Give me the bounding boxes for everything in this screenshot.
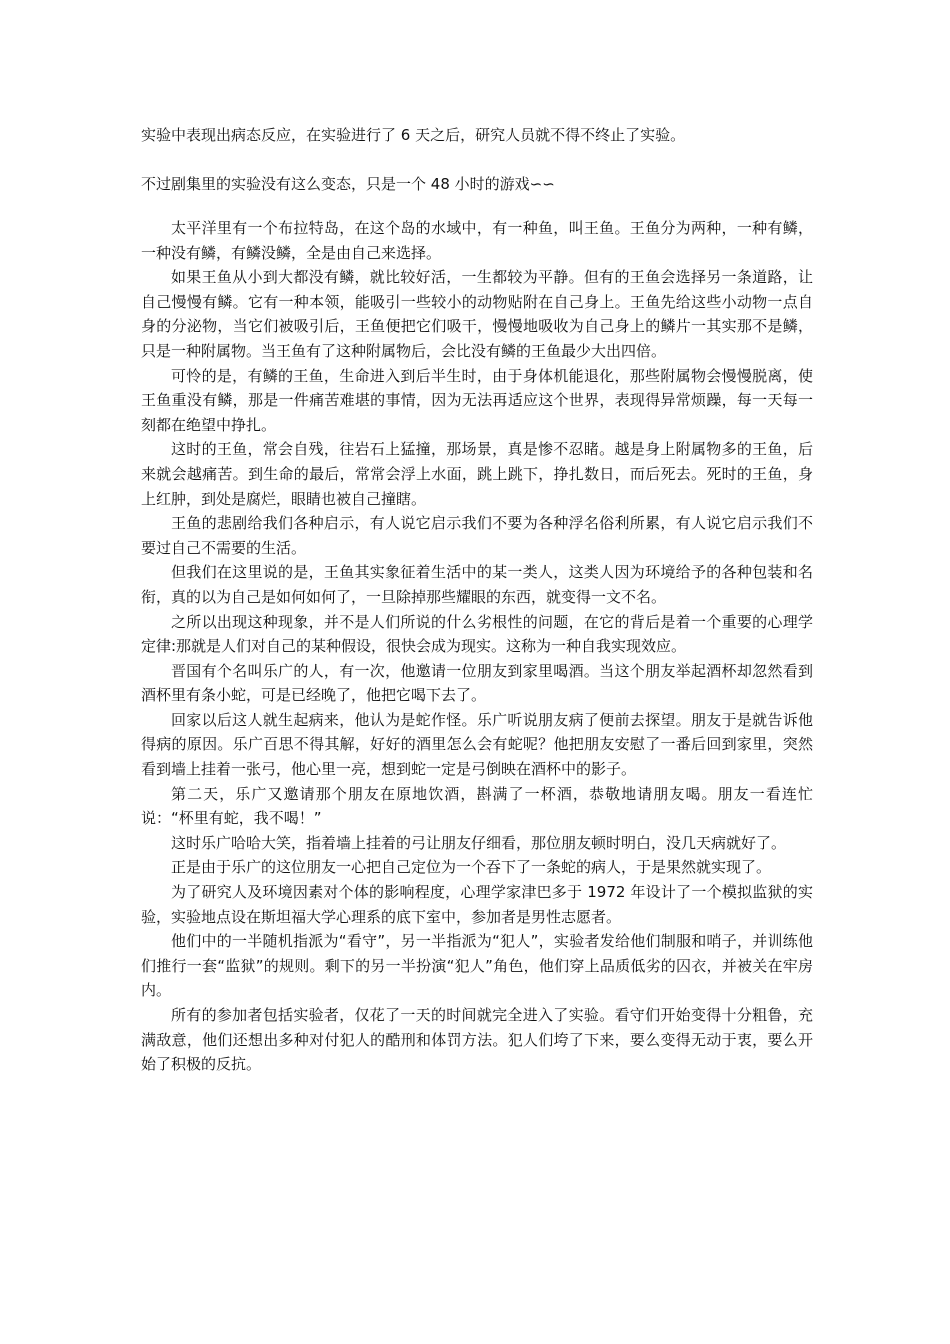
intro-line: 不过剧集里的实验没有这么变态，只是一个 48 小时的游戏∽∽: [141, 175, 555, 193]
paragraph: 这时乐广哈哈大笑，指着墙上挂着的弓让朋友仔细看，那位朋友顿时明白，没几天病就好了。: [171, 833, 787, 852]
paragraph: 王鱼的悲剧给我们各种启示，有人说它启示我们不要为各种浮名俗利所累，有人说它启示我们不要过自己不需要的生活。: [141, 514, 813, 557]
paragraph: 他们中的一半随机指派为“看守”，另一半指派为“犯人”，实验者发给他们制服和哨子，并训练他们推行一套“监狱”的规则。剩下的另一半扮演“犯人”角色，他们穿上品质低劣的囚衣，并被关在牢房内。: [141, 932, 813, 1000]
paragraph: 太平洋里有一个布拉特岛，在这个岛的水域中，有一种鱼，叫王鱼。王鱼分为两种，一种有鳞，一种没有鳞，有鳞没鳞，全是由自己来选择。: [141, 219, 813, 262]
paragraph: 回家以后这人就生起病来，他认为是蛇作怪。乐广听说朋友病了便前去探望。朋友于是就告诉他得病的原因。乐广百思不得其解，好好的酒里怎么会有蛇呢？他把朋友安慰了一番后回到家里，突然看到墙上挂着一张弓，他心里一亮，想到蛇一定是弓倒映在酒杯中的影子。: [141, 710, 813, 779]
paragraph: 这时的王鱼，常会自残，往岩石上猛撞，那场景，真是惨不忍睹。越是身上附属物多的王鱼，后来就会越痛苦。到生命的最后，常常会浮上水面，跳上跳下，挣扎数日，而后死去。死时的王鱼，身上红肿，到处是腐烂，眼睛也被自己撞瞎。: [141, 440, 813, 508]
paragraph: 之所以出现这种现象，并不是人们所说的什么劣根性的问题，在它的背后是着一个重要的心理学定律:那就是人们对自己的某种假设，很快会成为现实。这称为一种自我实现效应。: [141, 612, 813, 656]
paragraph: 所有的参加者包括实验者，仅花了一天的时间就完全进入了实验。看守们开始变得十分粗鲁，充满敌意，他们还想出多种对付犯人的酷刑和体罚方法。犯人们垮了下来，要么变得无动于衷，要么开始了积极的反抗。: [141, 1006, 813, 1074]
intro-line: 实验中表现出病态反应，在实验进行了 6 天之后，研究人员就不得不终止了实验。: [141, 126, 686, 144]
paragraph: 晋国有个名叫乐广的人，有一次，他邀请一位朋友到家里喝酒。当这个朋友举起酒杯却忽然看到酒杯里有条小蛇，可是已经晚了，他把它喝下去了。: [141, 661, 813, 705]
paragraph: 正是由于乐广的这位朋友一心把自己定位为一个吞下了一条蛇的病人，于是果然就实现了。: [171, 858, 772, 877]
paragraph: 为了研究人及环境因素对个体的影响程度，心理学家津巴多于 1972 年设计了一个模拟监狱的实验，实验地点设在斯坦福大学心理系的底下室中，参加者是男性志愿者。: [141, 883, 813, 926]
paragraph: 可怜的是，有鳞的王鱼，生命进入到后半生时，由于身体机能退化，那些附属物会慢慢脱离，使王鱼重没有鳞，那是一件痛苦难堪的事情，因为无法再适应这个世界，表现得异常烦躁，每一天每一刻都在绝望中挣扎。: [141, 366, 813, 434]
paragraph: 第二天，乐广又邀请那个朋友在原地饮酒，斟满了一杯酒，恭敬地请朋友喝。朋友一看连忙说：“杯里有蛇，我不喝！”: [141, 784, 813, 828]
paragraph: 但我们在这里说的是，王鱼其实象征着生活中的某一类人，这类人因为环境给予的各种包装和名衔，真的以为自己是如何如何了，一旦除掉那些耀眼的东西，就变得一文不名。: [141, 563, 813, 606]
paragraph: 如果王鱼从小到大都没有鳞，就比较好活，一生都较为平静。但有的王鱼会选择另一条道路，让自己慢慢有鳞。它有一种本领，能吸引一些较小的动物贴附在自己身上。王鱼先给这些小动物一点自身的分泌物，当它们被吸引后，王鱼便把它们吸干，慢慢地吸收为自己身上的鳞片一其实那不是鳞，只是一种附属物。当王鱼有了这种附属物后，会比没有鳞的王鱼最少大出四倍。: [141, 268, 813, 360]
article-body: [141, 216, 813, 1077]
